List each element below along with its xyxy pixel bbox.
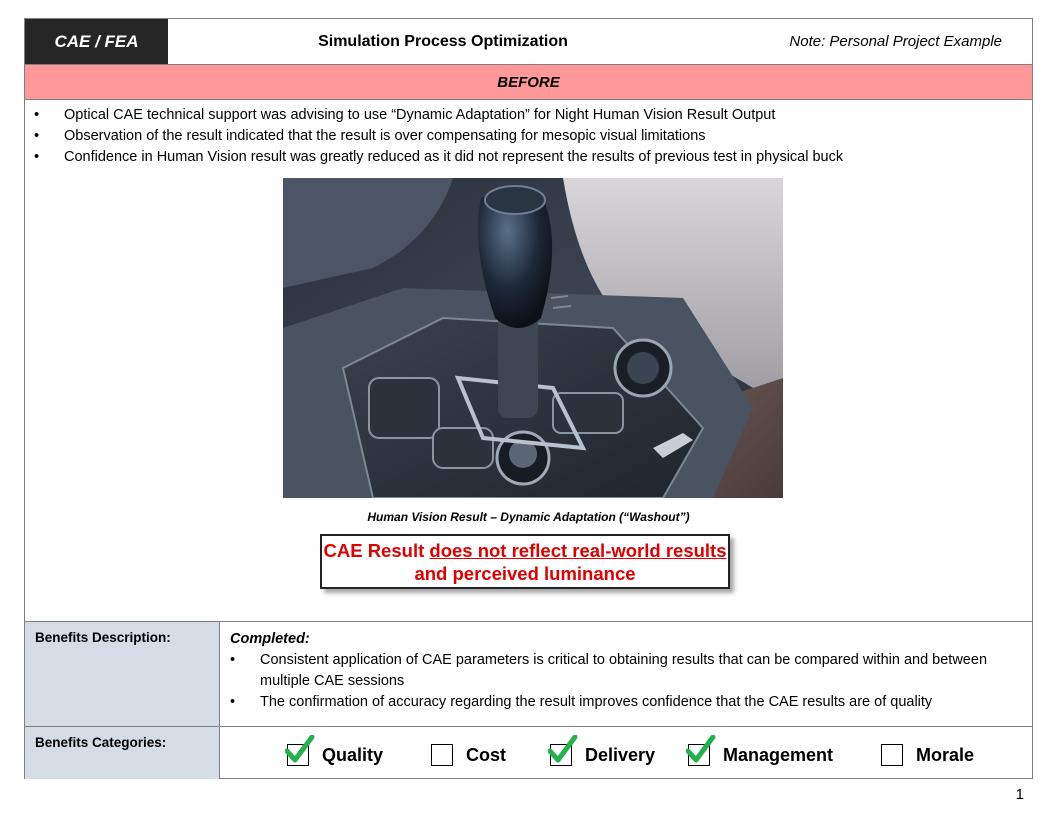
category-label: Morale <box>916 744 975 765</box>
benefit-item: • Consistent application of CAE parameters is critical to obtaining results that can be compared within and between multiple CAE sessions <box>230 652 988 689</box>
slide-frame <box>24 18 1033 779</box>
page-title: Simulation Process Optimization <box>318 32 568 50</box>
category-quality <box>287 744 383 766</box>
benefit-item: • The confirmation of accuracy regarding the result improves confidence that the CAE results are of quality <box>230 694 933 710</box>
category-tag: CAE / FEA <box>25 19 168 64</box>
benefits-categories-row <box>25 727 1032 779</box>
benefits-description-label: Benefits Description: <box>25 622 220 726</box>
checkbox-quality[interactable] <box>287 744 309 766</box>
callout-emphasis: does not reflect real-world results <box>429 540 727 561</box>
checkbox-cost[interactable] <box>431 744 453 766</box>
bullet-list <box>34 105 843 168</box>
benefits-categories-label: Benefits Categories: <box>25 727 220 779</box>
benefits-list <box>230 650 1022 713</box>
category-label: Management <box>723 744 834 765</box>
bullet-item: • Optical CAE technical support was advising to use “Dynamic Adaptation” for Night Human Vision Result Output <box>34 107 776 123</box>
benefits-description-row <box>25 622 1032 727</box>
category-management <box>688 744 833 766</box>
category-delivery <box>550 744 655 766</box>
benefits-description-body <box>230 629 1022 713</box>
before-section <box>25 100 1032 622</box>
callout-text: and perceived luminance <box>414 563 636 584</box>
category-label: Quality <box>322 744 384 765</box>
callout-text: CAE Result <box>323 540 430 561</box>
callout-box <box>320 534 730 589</box>
category-label: Delivery <box>585 744 656 765</box>
page-number: 1 <box>1015 786 1024 803</box>
checkmark-icon <box>285 735 315 765</box>
bullet-item: • Confidence in Human Vision result was greatly reduced as it did not represent the results of previous test in physical buck <box>34 149 844 165</box>
checkmark-icon <box>548 735 578 765</box>
checkbox-management[interactable] <box>688 744 710 766</box>
checkbox-morale[interactable] <box>881 744 903 766</box>
status-label: Completed: <box>230 631 310 647</box>
image-caption: Human Vision Result – Dynamic Adaptation (“Washout”) <box>367 510 690 524</box>
category-label: Cost <box>466 744 506 765</box>
section-label-before: BEFORE <box>25 65 1032 100</box>
bullet-item: • Observation of the result indicated that the result is over compensating for mesopic visual limitations <box>34 128 706 144</box>
category-morale <box>881 744 974 766</box>
header-bar <box>25 19 1032 65</box>
category-cost <box>431 744 506 766</box>
checkbox-delivery[interactable] <box>550 744 572 766</box>
human-vision-result-image <box>283 178 783 498</box>
checkmark-icon <box>686 735 716 765</box>
header-note: Note: Personal Project Example <box>789 33 1002 50</box>
